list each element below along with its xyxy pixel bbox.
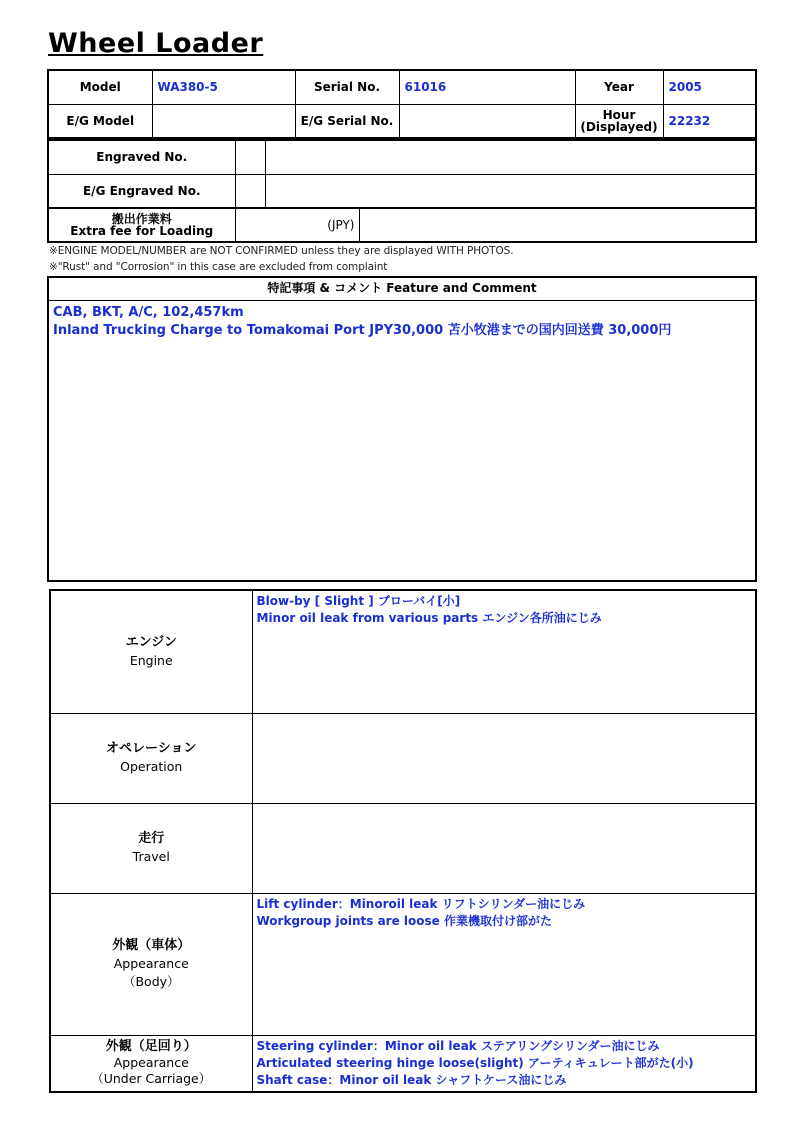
engine-label-en: Engine (129, 652, 173, 668)
note-rust: ※"Rust" and "Corrosion" in this case are excluded from complaint (49, 261, 388, 273)
detail-line: Shaft case：Minor oil leak シャフトケース油にじみ (256, 1072, 567, 1087)
appearance-under-details (252, 1035, 756, 1092)
comment-box (47, 276, 757, 582)
engraved-value (265, 140, 756, 174)
appearance-body-label-en2: （Body） (122, 974, 180, 989)
model-label: Model (48, 70, 152, 104)
eg-serial-value (399, 104, 575, 138)
appearance-body-label-ja: 外観（車体） (112, 938, 191, 953)
inspection-row-engine (50, 590, 756, 713)
year-value: 2005 (663, 70, 756, 104)
appearance-body-label-en: Appearance (113, 956, 189, 971)
hour-label-line1: Hour (602, 107, 636, 122)
comment-line: CAB, BKT, A/C, 102,457km (53, 305, 244, 320)
machine-info-table (47, 69, 757, 139)
serial-label: Serial No. (295, 70, 399, 104)
appearance-under-label-ja: 外観（足回り） (105, 1039, 197, 1054)
inspection-table (49, 589, 757, 1093)
note-engine: ※ENGINE MODEL/NUMBER are NOT CONFIRMED unless they are displayed WITH PHOTOS. (49, 245, 514, 257)
inspection-row-operation (50, 713, 756, 803)
appearance-under-label (50, 1035, 252, 1092)
detail-line: Steering cylinder：Minor oil leak ステアリングシリンダー油にじみ (256, 1038, 660, 1053)
table-row (48, 208, 756, 242)
engraved-box (235, 140, 265, 174)
inspection-row-travel (50, 803, 756, 893)
comment-header: 特記事項 & コメント Feature and Comment (49, 278, 755, 301)
appearance-under-label-en: Appearance (113, 1055, 189, 1070)
engraved-label: Engraved No. (48, 140, 235, 174)
loading-fee-table (47, 207, 757, 243)
detail-line: Blow-by [ Slight ] ブローバイ[小] (256, 594, 461, 608)
hour-value: 22232 (663, 104, 756, 138)
travel-label-en: Travel (132, 849, 170, 864)
eg-engraved-label: E/G Engraved No. (48, 174, 235, 208)
inspection-row-appearance-under (50, 1035, 756, 1092)
eg-engraved-box (235, 174, 265, 208)
loading-currency: (JPY) (235, 208, 359, 242)
detail-line: Minor oil leak from various parts エンジン各所油にじみ (256, 611, 602, 625)
appearance-body-label (50, 893, 252, 1035)
serial-value: 61016 (399, 70, 575, 104)
operation-label-ja: オペレーション (106, 741, 197, 756)
hour-label-line2: (Displayed) (580, 119, 658, 134)
travel-label (50, 803, 252, 893)
inspection-row-appearance-body (50, 893, 756, 1035)
table-row (48, 104, 756, 138)
loading-label-ja: 搬出作業料 (111, 212, 172, 226)
loading-label-en: Extra fee for Loading (70, 224, 214, 238)
operation-details (252, 713, 756, 803)
engine-label-ja: エンジン (125, 634, 177, 650)
loading-value (359, 208, 756, 242)
loading-label (48, 208, 235, 242)
appearance-body-details (252, 893, 756, 1035)
engine-details (252, 590, 756, 713)
table-row (48, 70, 756, 104)
detail-line: Articulated steering hinge loose(slight) アーティキュレート部がた(小) (256, 1055, 694, 1070)
operation-label-en: Operation (120, 759, 183, 774)
eg-model-label: E/G Model (48, 104, 152, 138)
detail-line: Workgroup joints are loose 作業機取付け部がた (256, 913, 552, 928)
comment-body (49, 301, 755, 343)
comment-line: Inland Trucking Charge to Tomakomai Port JPY30,000 苫小牧港までの国内回送費 30,000円 (53, 323, 672, 338)
table-row (48, 140, 756, 174)
appearance-under-label-en2: （Under Carriage） (91, 1071, 212, 1086)
page-title: Wheel Loader (48, 28, 264, 59)
eg-model-value (152, 104, 295, 138)
engraved-table (47, 139, 757, 209)
year-label: Year (575, 70, 663, 104)
operation-label (50, 713, 252, 803)
hour-label (575, 104, 663, 138)
eg-serial-label: E/G Serial No. (295, 104, 399, 138)
engine-label (50, 590, 252, 713)
eg-engraved-value (265, 174, 756, 208)
detail-line: Lift cylinder：Minoroil leak リフトシリンダー油にじみ (256, 896, 586, 911)
model-value: WA380-5 (152, 70, 295, 104)
travel-label-ja: 走行 (138, 831, 165, 846)
travel-details (252, 803, 756, 893)
table-row (48, 174, 756, 208)
